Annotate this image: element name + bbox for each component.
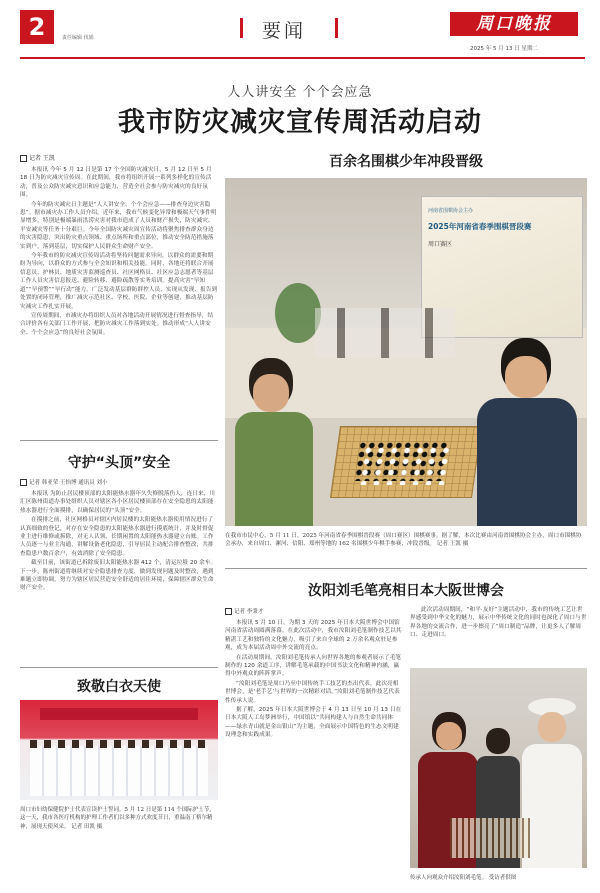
byline-marker — [20, 155, 27, 162]
story5-right-paragraph-1: 此次活动周期间，“和平·友好”主题活动中，我市的传统工艺让世界感受到中华文化的魅力，展示中华传统文化的同时也深化了周口与世界各地的交流合作，进一步擦亮了“周口制造”品牌，让更多人了解周口、走进周口。 — [410, 607, 587, 639]
story3-divider — [20, 667, 218, 668]
section-divider-right — [335, 18, 338, 38]
newspaper-logo: 周口晚报 — [450, 12, 578, 36]
story5-headline: 汝阳刘毛笔亮相日本大阪世博会 — [308, 583, 504, 599]
masthead — [0, 0, 600, 62]
visitor-right — [522, 698, 582, 868]
section-divider-left — [240, 18, 243, 38]
story2-paragraph-3: 截至目前，该街道已拆除废旧太阳能热水器 412 个，清运垃圾 20 余车。下一步，陈州街道将继续对安全隐患排查力度，做到发现问题及时整改，遇到难题立即协调，努力为辖区居民营造安全舒适的居住环境，保障辖区群众生命财产安全。 — [20, 560, 217, 592]
presenter-face — [436, 722, 462, 750]
lead-paragraph-2: 今年的防灾减灾日主题是“人人讲安全、个个会应急——排查身边灾害隐患”。据市减灾办工作人员介绍，近年来，我市气候变化异常和极端天气事件明显增多，特别是极端暴雨洪涝灾害对我市造成了人员和财产损失，防灾减灾、平安减灾等任务十分艰巨。今年全国防灾减灾周宣传活动将聚焦排查群众身边的灾害隐患，突出防灾重点领域、重点场所和重点部位，推动安全防范措施落实到户，落到基层，切实保护人民群众生命财产安全。 — [20, 201, 217, 250]
boy-left-face — [253, 374, 289, 412]
other-players — [315, 308, 455, 358]
brush-display — [450, 818, 530, 858]
story5-paragraph-3: “汝阳刘毛笔是周口乃至中国传统手工技艺的杰出代表，此次亮相世博会，是‘老手艺’与世界的一次精彩对话。”汝阳刘毛笔制作技艺代表性传承人说。 — [225, 680, 400, 704]
lead-kicker: 人人讲安全 个个会应急 — [227, 85, 373, 100]
white-stones — [357, 445, 453, 485]
story3-caption: 周口市妇幼保健院护士代表宣读护士誓词。5 月 12 日是第 114 个国际护士节，这一天，我市各医疗机构的护理工作者们以多种方式欢度节日，重温南丁格尔精神，展现天使风采。 记者 田凯 摄 — [20, 807, 215, 830]
story5-paragraph-1: 本报讯 5 月 10 日，为期 3 天的 2025 年日本大阪世博会中国馆河南省活动周圆满落幕。在此次活动中，我市汝阳刘毛笔制作技艺以其精湛工艺和独特的文化魅力，吸引了来自全球的 2 万余名观众驻足参观，成为本届活动周中外交流的亮点。 — [225, 620, 402, 652]
lead-paragraph-3: 今年我市的防灾减灾宣传周活动将坚持问题需求导向，以群众的需要和期盼为导向，以群众的方式参与全会知识和相关技能。同时，各地还将联合开展信息员、护林员、地质灾害监测巡查员、社区网格员、社区应急志愿者等基层工作人员灾害信息报送、避险转移、避险疏散等实务培训。提高灾害“早知道”“早预警”“早行动”能力。广泛发动基层群防群控人员，实现从发现、报告到处置的闭环管理，推广减灾示范社区、学校、医院、企业等创建，推动基层防灾减灾工作扎实开展。 — [20, 253, 218, 310]
story2-article-body — [20, 490, 218, 660]
nurse-row — [30, 746, 208, 796]
go-board — [330, 426, 482, 498]
nurse-heads — [30, 740, 208, 748]
story5-byline — [225, 607, 263, 615]
boy-right-body — [477, 398, 577, 526]
issue-date: 2025 年 5 月 13 日 星期二 — [470, 46, 538, 52]
story2-headline: 守护“头顶”安全 — [67, 455, 171, 471]
story2-byline — [20, 478, 108, 486]
masthead-rule — [20, 57, 585, 59]
banner-line-2: 2025年河南省春季围棋晋段赛 — [428, 222, 532, 231]
boy-left-body — [235, 412, 313, 526]
lead-paragraph-4: 宣传周期间，市减灾办将组织人员对各地活动开展情况进行督查指导，结合评价各有关部门工作开展，把防灾减灾工作落到实处。推动形成“人人讲安全、个个会应急”的良好社会氛围。 — [20, 312, 214, 336]
story2-byline-text: 记者 韩亚荣 王怡博 通讯员 刘小 — [29, 480, 108, 486]
story4-headline: 百余名围棋少年冲段晋级 — [329, 154, 483, 170]
section-note: 责任编辑 伐娟 — [62, 35, 94, 41]
story2-divider — [20, 440, 218, 441]
visitor-head — [486, 728, 510, 754]
nurses-ceremony-photo — [20, 700, 218, 800]
lead-paragraph-1: 本报讯 今年 5 月 12 日是第 17 个全国防灾减灾日，5 月 12 日至 5 月 18 日为防灾减灾宣传周。在此期间，我市将组织开展一系列多样化的宣传活动，普及公众防灾减灾意识和应急能力，营造全社会参与防灾减灾的良好氛围。 — [20, 167, 212, 199]
go-tournament-photo — [225, 178, 587, 526]
story3-headline: 致敬白衣天使 — [77, 679, 161, 695]
expo-brush-photo — [410, 668, 587, 868]
story4-caption: 在我市市民中心，5 月 11 日，2025 年河南省春季围棋晋段赛（周口赛区）围棋赛事。据了解，本次比赛由河南省围棋协会主办，周口市围棋协会承办，来自周口、漯河、信阳、郑州等地的 162 名围棋少年棋手参赛，冲段晋级。 记者 王凯 摄 — [225, 533, 582, 548]
story5-divider — [225, 568, 587, 569]
lead-article-body — [20, 166, 218, 433]
story5-caption: 传承人向观众介绍汝阳刘毛笔。 受访者供图 — [410, 875, 517, 881]
visitor-right-body — [522, 744, 582, 868]
section-title: 要闻 — [262, 20, 307, 42]
story2-paragraph-2: 在摸排之前，社区网格员对辖区内居民楼的太阳能热水器使用情况进行了认真细致的登记，对存在安全隐患的太阳能热水器进行摸底统计，并及时督促业主进行维修或拆除，对无人认领、长期闲置的太阳能热水器建立台账。工作人员逐一与业主沟通，讲解设备老化隐患，引导居民主动配合排查整改，共排查隐患户数百余户，有效消除了安全隐患。 — [20, 517, 214, 557]
story5-byline-text: 记者 李秉才 — [234, 609, 264, 615]
visitor-right-face — [538, 712, 566, 742]
boy-right-face — [505, 356, 547, 398]
lead-byline — [20, 153, 55, 162]
byline-marker — [20, 479, 27, 486]
stage-banner — [40, 708, 198, 720]
boy-right — [477, 338, 577, 526]
banner-line-3: 周口赛区 — [428, 241, 453, 248]
boy-left — [235, 358, 313, 526]
story2-paragraph-1: 本报讯 为防止居民楼顶部的太阳能热水器年久失修脱落伤人，连日来，川汇区陈州街道办事处组织人员对辖区各小区居民楼顶部存在安全隐患的太阳能热水器进行全面摸排，以确保居民的“头顶”安全。 — [20, 491, 216, 514]
story5-article-body-right — [410, 606, 587, 664]
byline-marker — [225, 608, 232, 615]
story5-paragraph-4: 据了解，2025 年日本大阪世博会于 4 月 13 日至 10 月 13 日在日本大阪人工岛梦洲举行，中国馆以“共同构建人与自然生命共同体——绿水青山就是金山银山”为主题，全面展示中国特色的生态文明建设理念和实践成果。 — [225, 707, 402, 739]
story5-paragraph-2: 在活动周期间，汝阳刘毛笔传承人向世界各地的参观者展示了毛笔制作的 120 余道工序，讲解毛笔承载的中国书法文化和精神内涵，赢得中外观众的阵阵掌声。 — [225, 654, 402, 678]
lead-byline-text: 记者 王凯 — [29, 155, 55, 162]
lead-headline: 我市防灾减灾宣传周活动启动 — [118, 107, 482, 138]
story5-article-body — [225, 619, 403, 889]
banner-line-1: 河南省围棋协会主办 — [428, 208, 474, 214]
page-number-badge: 2 — [20, 10, 54, 44]
